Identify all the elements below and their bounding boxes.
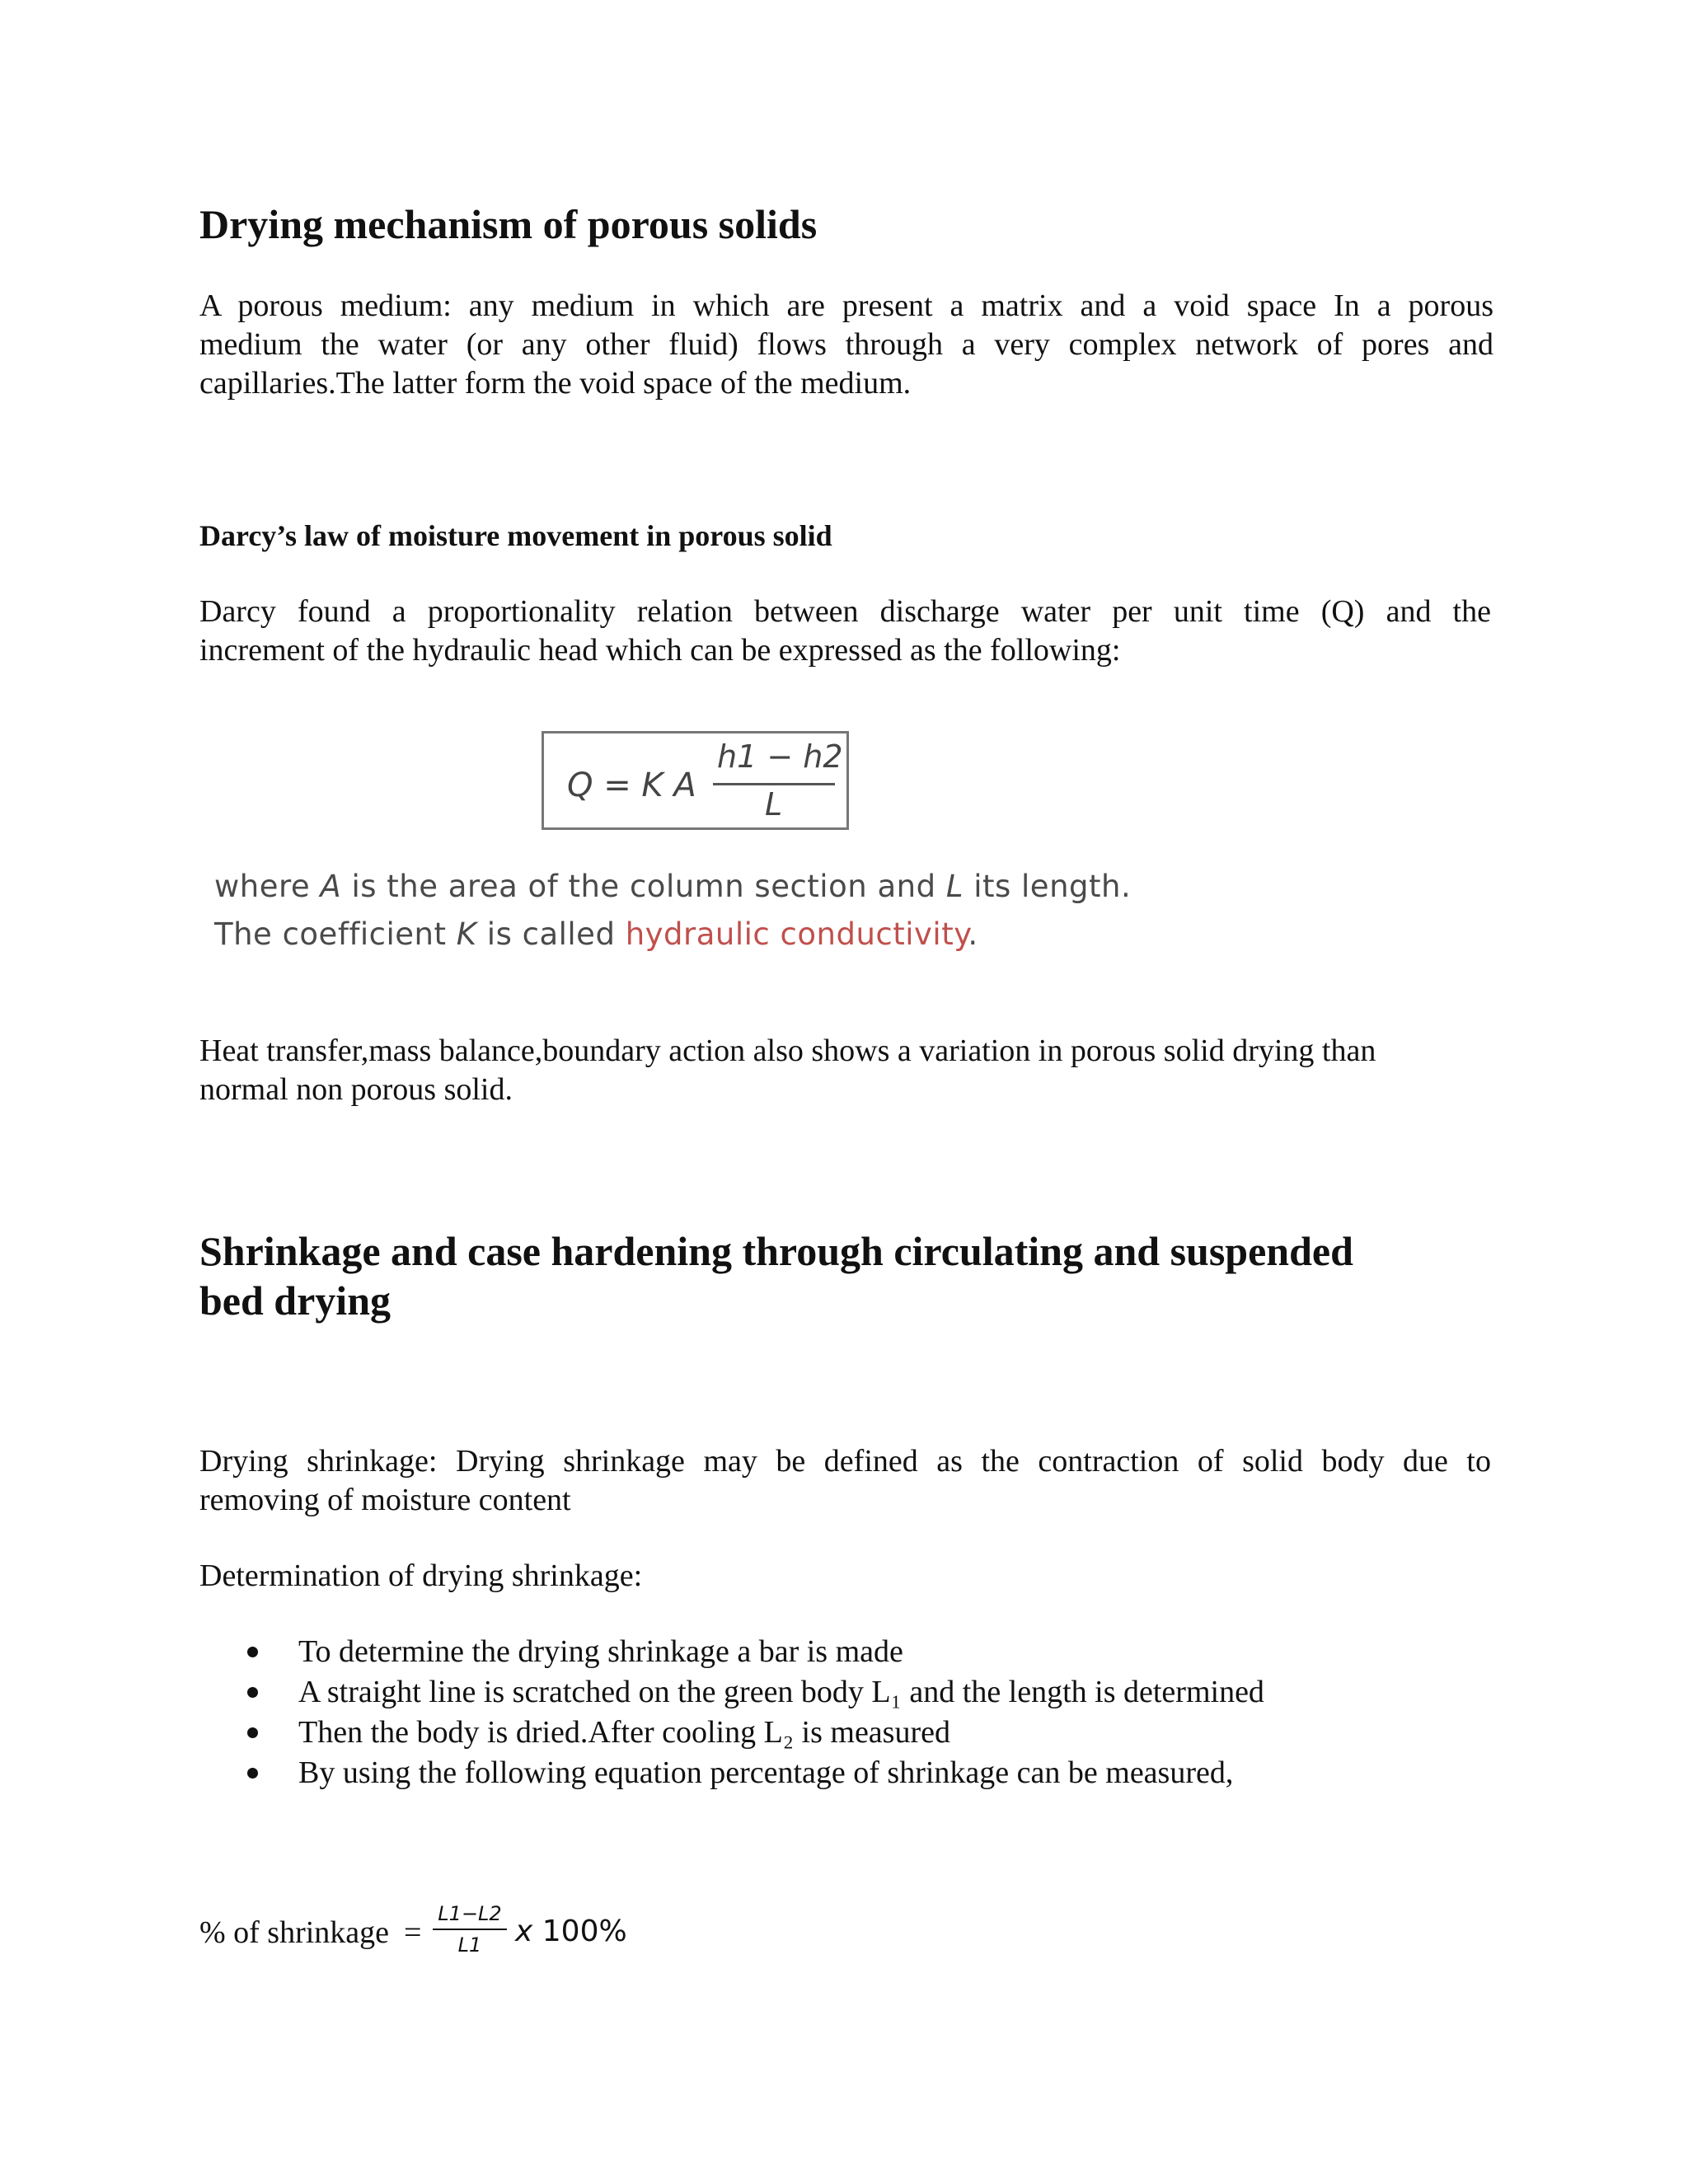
fraction-bar <box>713 783 835 785</box>
list-item: By using the following equation percentage of shrinkage can be measured, <box>199 1753 1264 1793</box>
formula-numerator: h1 − h2 <box>717 738 843 775</box>
paragraph-line: Heat transfer,mass balance,boundary action also shows a variation in porous solid drying than <box>199 1033 1376 1068</box>
fraction-numerator: L1−L2 <box>438 1902 502 1925</box>
paragraph-line: capillaries.The latter form the void space of the medium. <box>199 366 912 401</box>
fraction-denominator: L1 <box>457 1933 482 1957</box>
paragraph-line: increment of the hydraulic head which can be expressed as the following: <box>199 633 1121 668</box>
hydraulic-conductivity-link: hydraulic conductivity <box>625 916 968 952</box>
equals-sign: = <box>404 1915 422 1950</box>
formula-denominator: L <box>765 786 783 823</box>
paragraph-line: removing of moisture content <box>199 1483 571 1517</box>
shrinkage-formula-label: % of shrinkage <box>199 1915 390 1950</box>
darcy-heading: Darcy’s law of moisture movement in porous solid <box>199 519 832 552</box>
heat-transfer-paragraph <box>199 1032 1493 1109</box>
darcy-note-line-2: The coefficient K is called hydraulic conductivity. <box>214 916 978 952</box>
section-title-shrinkage: Shrinkage and case hardening through circulating and suspended bed drying <box>199 1228 1353 1324</box>
paragraph-line: normal non porous solid. <box>199 1072 513 1107</box>
determination-label: Determination of drying shrinkage: <box>199 1558 643 1593</box>
paragraph-line: Drying shrinkage: Drying shrinkage may be defined as the contraction of solid body due to <box>199 1444 1491 1479</box>
list-item: To determine the drying shrinkage a bar is made <box>199 1632 1264 1672</box>
formula-lhs: Q = K A <box>567 766 696 804</box>
steps-list <box>199 1632 1264 1793</box>
list-item: A straight line is scratched on the green body L₁ and the length is determined <box>199 1672 1264 1713</box>
darcy-note-line-1: where A is the area of the column section and L its length. <box>214 869 1132 904</box>
paragraph-line: A porous medium: any medium in which are present a matrix and a void space In a porous <box>199 288 1493 323</box>
list-item: Then the body is dried.After cooling L₂ is measured <box>199 1713 1264 1753</box>
darcy-formula-image <box>542 731 849 830</box>
shrinkage-definition-paragraph <box>199 1442 1491 1520</box>
porous-medium-paragraph <box>199 287 1493 403</box>
shrinkage-fraction <box>433 1902 507 1957</box>
page-title: Drying mechanism of porous solids <box>199 201 818 247</box>
fraction-bar <box>433 1929 507 1930</box>
darcy-paragraph <box>199 593 1491 670</box>
paragraph-line: Darcy found a proportionality relation between discharge water per unit time (Q) and the <box>199 594 1491 629</box>
paragraph-line: medium the water (or any other fluid) flows through a very complex network of pores and <box>199 327 1493 362</box>
shrinkage-multiplier: x 100% <box>515 1915 627 1948</box>
